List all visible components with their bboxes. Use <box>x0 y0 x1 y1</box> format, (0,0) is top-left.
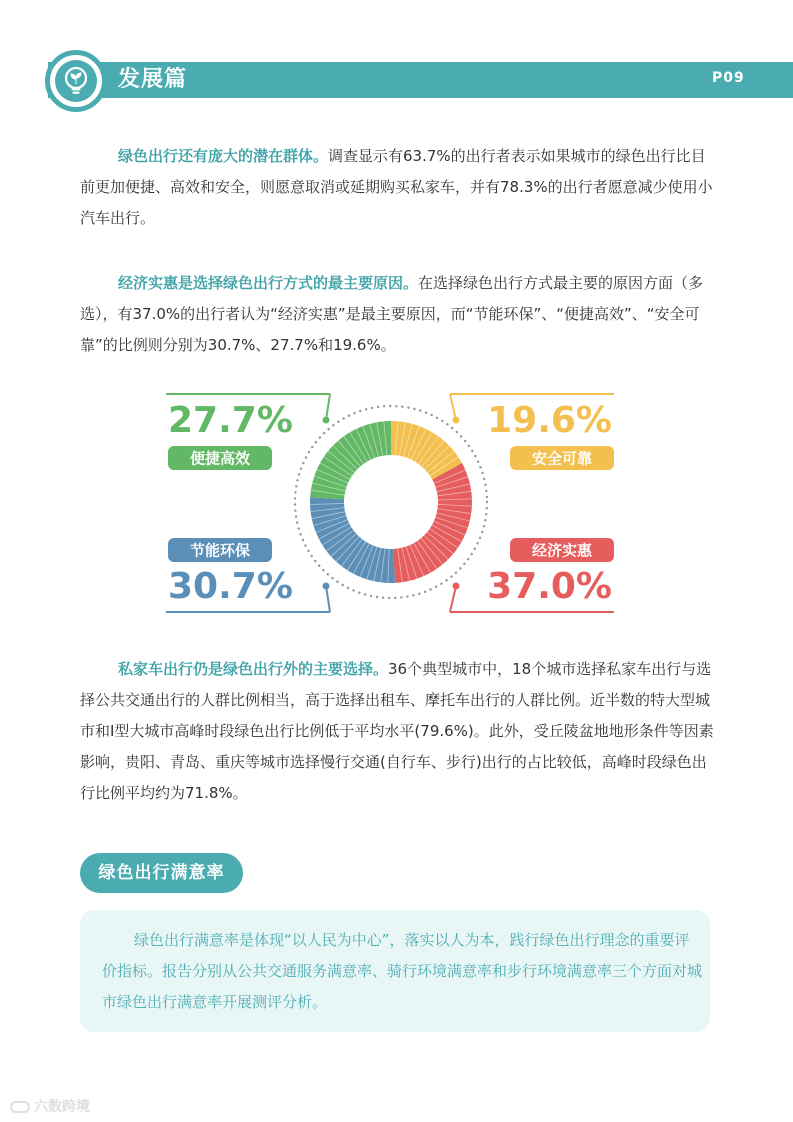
lightbulb-icon <box>55 60 97 102</box>
donut-slice-2 <box>393 463 472 583</box>
watermark <box>10 1096 90 1116</box>
callout-connector <box>326 394 330 420</box>
watermark-logo-icon <box>10 1101 30 1113</box>
section-heading: 绿色出行满意率 <box>80 853 243 893</box>
category-label: 安全可靠 <box>531 449 593 468</box>
callout-connector <box>326 586 330 612</box>
page-number: P09 <box>712 70 745 86</box>
percent-label: 30.7% <box>168 566 293 607</box>
paragraph-3 <box>80 654 716 809</box>
watermark-text: 六数跨境 <box>34 1099 90 1115</box>
paragraph-body: 调查显示有63.7%的出行者表示如果城市的绿色出行比目前更加便捷、高效和安全，则愿意取消或延期购买私家车，并有78.3%的出行者愿意减少使用小汽车出行。 <box>80 147 713 227</box>
paragraph-1 <box>80 141 716 234</box>
info-box-text <box>102 925 702 1018</box>
percent-label: 37.0% <box>487 566 612 607</box>
callout-connector <box>450 394 456 420</box>
reasons-donut-chart <box>160 384 620 620</box>
callout-connector <box>450 586 456 612</box>
paragraph-body: 在选择绿色出行方式最主要的原因方面（多选），有37.0%的出行者认为“经济实惠”是最主要原因，而“节能环保”、“便捷高效”、“安全可靠”的比例则分别为30.7%、27.7%和19.6%。 <box>80 274 704 354</box>
info-box-body: 绿色出行满意率是体现“以人民为中心”，落实以人为本，践行绿色出行理念的重要评价指标。报告分别从公共交通服务满意率、骑行环境满意率和步行环境满意率三个方面对城市绿色出行满意率开展测评分析。 <box>102 931 703 1011</box>
category-label: 便捷高效 <box>189 449 251 468</box>
paragraph-2 <box>80 268 716 361</box>
paragraph-lead: 绿色出行还有庞大的潜在群体。 <box>118 147 329 165</box>
category-label: 经济实惠 <box>531 541 593 560</box>
paragraph-lead: 私家车出行仍是绿色出行外的主要选择。 <box>118 660 389 678</box>
paragraph-body: 36个典型城市中，18个城市选择私家车出行与选择公共交通出行的人群比例相当，高于选择出租车、摩托车出行的人群比例。近半数的特大型城市和I型大城市高峰时段绿色出行比例低于平均水平(79.6%)。此外，受丘陵盆地地形条件等因素影响，贵阳、青岛、重庆等城市选择慢行交通(自行车、步行)出行的占比较低，高峰时段绿色出行比例平均约为71.8%。 <box>80 660 714 802</box>
percent-label: 27.7% <box>168 400 293 441</box>
callout-dot <box>323 583 330 590</box>
page-title: 发展篇 <box>118 67 188 92</box>
category-label: 节能环保 <box>189 541 251 560</box>
header-badge <box>45 50 107 112</box>
callout-dot <box>453 417 460 424</box>
callout-dot <box>323 417 330 424</box>
callout-dot <box>453 583 460 590</box>
percent-label: 19.6% <box>487 400 612 441</box>
paragraph-lead: 经济实惠是选择绿色出行方式的最主要原因。 <box>118 274 419 292</box>
